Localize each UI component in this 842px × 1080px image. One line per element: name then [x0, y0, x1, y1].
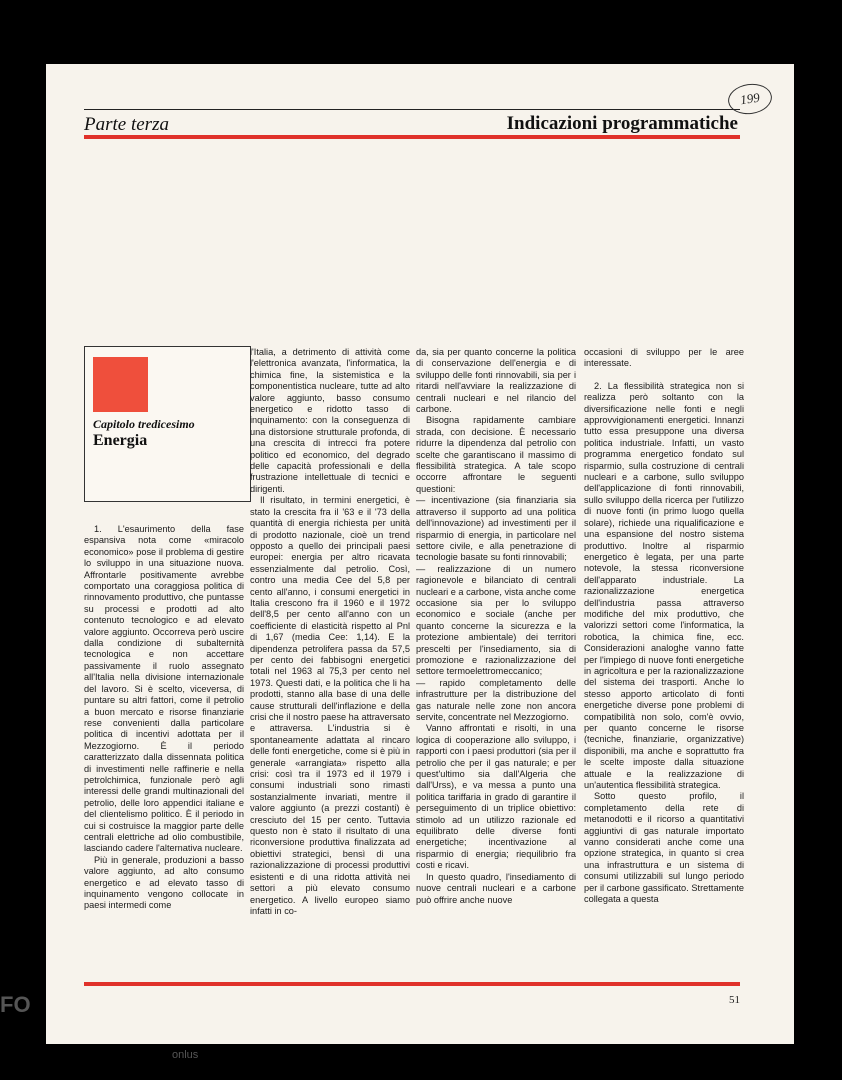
- list-item: — realizzazione di un numero ragionevole e bilanciato di centrali nucleari e a carbone, vista anche come occasione sia per lo sviluppo economico e sociale (anche per quanto concerne la sicurezza e la protezione ambientale) dei territori prescelti per l'insediamento, sia di promozione e razionalizzazione del settore termoelettromeccanico;: [416, 563, 576, 677]
- text-column-4: [584, 347, 744, 1039]
- text-column-2: [250, 347, 410, 1039]
- paragraph: l'Italia, a detrimento di attività come l'elettronica avanzata, l'informatica, la chimica fine, la sistemistica e la componentistica nucleare, tutte ad alto valore aggiunto, basso consumo energetico e ridotto tasso di inquinamento: con la conseguenza di una distorsione strutturale profonda, di una crescita di intrecci fra potere politico ed economico, del degrado delle capacità professionali e della frustrazione intellettuale di tecnici e dirigenti.: [250, 347, 410, 494]
- chapter-box: [84, 346, 251, 502]
- paragraph: Sotto questo profilo, il completamento della rete di metanodotti e il ricorso a quantitativi aggiuntivi di gas naturale importato vanno considerati anche come una opzione strategica, in quanto si crea una infrastruttura e un sistema di consumi utilizzabili sul lungo periodo per il carbone gassificato. Strettamente collegata a questa: [584, 791, 744, 905]
- text-column-3: [416, 347, 576, 1039]
- chapter-title: Energia: [93, 432, 148, 449]
- watermark-text: onlus: [172, 1049, 199, 1061]
- paragraph: occasioni di sviluppo per le aree interessate.: [584, 347, 744, 369]
- watermark-logo: FO: [0, 992, 31, 1017]
- document-page: [46, 64, 794, 1044]
- chapter-color-square: [93, 357, 148, 412]
- page-stamp: 199: [726, 81, 774, 117]
- paragraph: Il risultato, in termini energetici, è stato la crescita fra il '63 e il '73 della quantità di energia richiesta per unità di prodotto nazionale, cioè un trend opposto a quello dei principali paesi europei: energia per altro ricavata essenzialmente dal petrolio. Così, contro una media Cee del 5,8 per cento all'anno, i consumi energetici in Italia crescono fra il 1960 e il 1972 dell'8,5 per cento all'anno con un coefficiente di elasticità rispetto al Pnl di 1,67 (media Cee: 1,14). E la dipendenza petrolifera passa da 57,5 per cento dei fabbisogni energetici totali nel 1963 al 75,3 per cento nel 1973. Questi dati, e la politica che li ha prodotti, stanno alla base di una delle cause strutturali dell'inflazione e della crisi che il nostro paese ha attraversato e attraversa. L'industria si è spontaneamente adattata al rincaro delle fonti energetiche, come si è più in generale «arrangiata» rispetto alla crisi: così tra il 1973 ed il 1979 i consumi industriali sono rimasti sostanzialmente invariati, mentre il valore aggiunto (a prezzi costanti) è cresciuto del 15 per cento. Tuttavia questo non è stato il risultato di una riconversione produttiva finalizzata ad obiettivi strategici, bensì di una razionalizzazione di processi produttivi esistenti e di una ridotta attività nei settori a più elevato consumo energetico. A livello europeo siamo infatti in co-: [250, 495, 410, 916]
- header-title: Indicazioni programmatiche: [506, 113, 738, 134]
- list-item: — rapido completamento delle infrastrutture per la distribuzione del gas naturale nelle zone non ancora servite, concentrate nel Mezzogiorno.: [416, 677, 576, 722]
- paragraph: 2. La flessibilità strategica non si realizza però soltanto con la diversificazione nelle fonti e negli approvvigionamenti energetici. Innanzi tutto essa presuppone una diversa politica industriale. Infatti, un vasto programma energetico fondato sul risparmio, sulla costruzione di centrali nucleari e a carbone, sullo sviluppo dell'applicazione di fonti rinnovabili, sullo sviluppo della ricerca per l'utilizzo di nuove fonti (in primo luogo quella solare), richiede una riqualificazione e una espansione del nostro sistema produttivo. Inoltre al risparmio energetico è legata, per una parte notevole, la stessa riconversione dell'apparato industriale. La razionalizzazione energetica dell'industria passa attraverso modifiche del mix produttivo, che valorizzi settori come l'informatica, la robotica, la chimica fine, ecc. Considerazioni analoghe vanno fatte per l'impiego di nuove fonti energetiche in agricoltura e per la razionalizzazione del sistema dei trasporti. Anche lo stesso apporto articolato di fonti energetiche diverse pone problemi di compatibilità non solo, com'è ovvio, per quanto concerne le risorse (tecniche, finanziarie, organizzative) disponibili, ma anche e soprattutto fra le scelte imposte dalla situazione attuale e la realizzazione di un'autentica flessibilità strategica.: [584, 380, 744, 791]
- text-column-1: [84, 524, 244, 1040]
- header-rule: [84, 109, 740, 110]
- paragraph: Vanno affrontati e risolti, in una logica di cooperazione allo sviluppo, i rapporti con i paesi produttori (sia per il petrolio che per il gas naturale; e per quest'ultimo sia dall'Algeria che dall'Urss), e va messa a punto una politica tariffaria in grado di garantire il perseguimento di un triplice obiettivo: stimolo ad un utilizzo razionale ed equilibrato delle diverse fonti energetiche; incentivazione al risparmio di energia; riequilibrio fra costi e ricavi.: [416, 723, 576, 871]
- paragraph: Più in generale, produzioni a basso valore aggiunto, ad alto consumo energetico e ad elevato tasso di inquinamento vengono collocate in paesi intermedi come: [84, 854, 244, 911]
- paragraph: In questo quadro, l'insediamento di nuove centrali nucleari e a carbone può offrire anche nuove: [416, 871, 576, 905]
- paragraph: 1. L'esaurimento della fase espansiva nota come «miracolo economico» pose il problema di gestire lo sviluppo in una situazione nuova. Affrontarle positivamente avrebbe comportato una coraggiosa politica di rinnovamento produttivo, che puntasse su processi e prodotti ad alto contenuto tecnologico e ad elevato valore aggiunto. Occorreva però uscire dalla condizione di subalternità tecnologica e non accettare passivamente il ruolo assegnato all'Italia nella divisione internazionale del lavoro. Si è scelto, viceversa, di puntare su altri fattori, come il petrolio a buon mercato e risorse finanziarie rese convenienti dalla particolare politica di incentivi adottata per il Mezzogiorno. È il periodo caratterizzato dalla dissennata politica di investimenti nelle raffinerie e nella petrolchimica, funzionale però agli interessi delle grandi multinazionali del petrolio, delle loro appendici italiane e del clientelismo politico. È il periodo in cui si costruisce la maggior parte delle centrali elettriche ad olio combustibile, lasciando cadere l'alternativa nucleare.: [84, 524, 244, 854]
- chapter-kicker: Capitolo tredicesimo: [93, 417, 195, 431]
- paragraph: da, sia per quanto concerne la politica di conservazione dell'energia e di sviluppo delle fonti rinnovabili, sia per i ritardi nell'avviare la realizzazione di centrali nucleari e nel rilancio del carbone.: [416, 347, 576, 415]
- header-red-rule: [84, 135, 740, 139]
- paragraph: Bisogna rapidamente cambiare strada, con decisione. È necessario ridurre la dipendenza dal petrolio con scelte che garantiscano il massimo di flessibilità strategica. A tale scopo occorre affrontare le seguenti questioni:: [416, 415, 576, 494]
- page-number: 51: [729, 994, 740, 1006]
- header-section-label: Parte terza: [84, 114, 169, 135]
- footer-red-rule: [84, 982, 740, 986]
- list-item: — incentivazione (sia finanziaria sia attraverso il supporto ad una politica dell'innovazione) ad investimenti per il risparmio di energia, in particolare nel settore civile, e alla penetrazione di tecnologie basate su fonti rinnovabili;: [416, 495, 576, 563]
